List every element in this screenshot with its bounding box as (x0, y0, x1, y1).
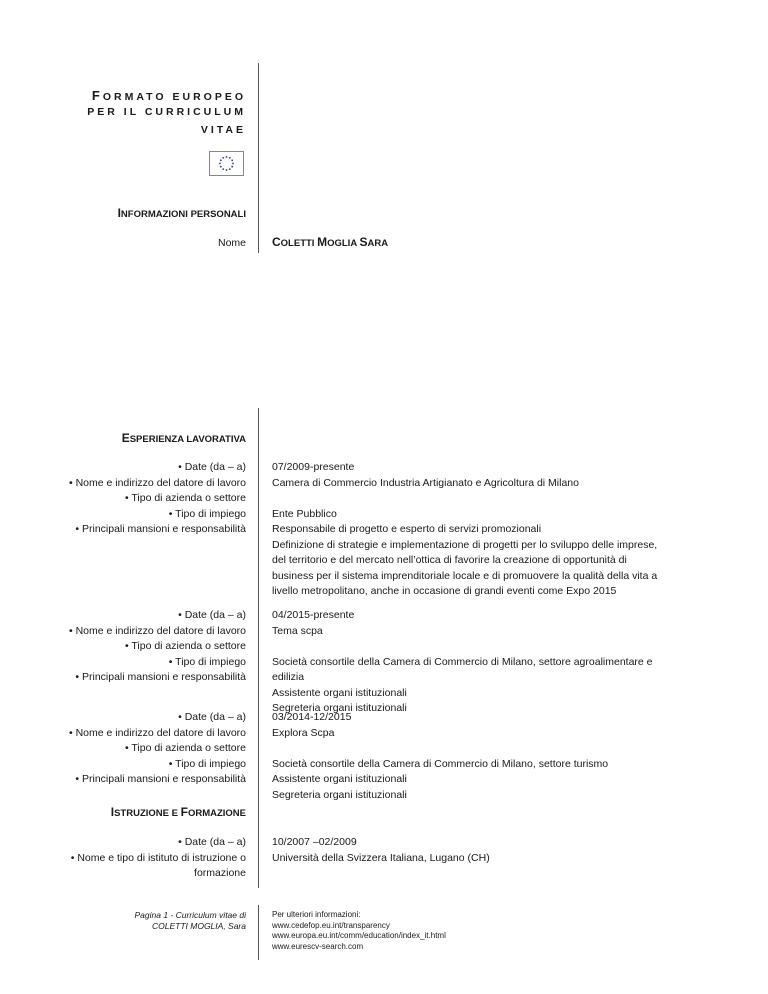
job1-duties-label: • Principali mansioni e responsabilità (75, 523, 246, 535)
job3-duties: Segreteria organi istituzionali (272, 788, 407, 801)
job2-employer: Tema scpa (272, 624, 323, 637)
job3-job-type: Assistente organi istituzionali (272, 773, 407, 785)
job3-employer-label: • Nome e indirizzo del datore di lavoro (68, 726, 246, 739)
education-date: 10/2007 –02/2009 (272, 836, 357, 848)
job2-date-label: • Date (da – a) (178, 609, 246, 621)
cv-title-line-2: PER IL CURRICULUM (87, 106, 246, 118)
job2-job-type: Assistente organi istituzionali (272, 686, 407, 699)
job3-job-type-label: • Tipo di impiego (168, 757, 246, 770)
name-label: Nome (217, 237, 246, 249)
education-labels (46, 835, 246, 882)
footer-page-info (135, 910, 247, 932)
footer-link-europa[interactable]: www.europa.eu.int/comm/education/index_it.html (272, 931, 446, 940)
work-experience-heading: ESPERIENZA LAVORATIVA (121, 431, 246, 445)
footer-links (272, 910, 446, 952)
name-value: COLETTI MOGLIA SARA (272, 235, 389, 249)
footer-link-eurescv[interactable]: www.eurescv-search.com (272, 941, 364, 951)
job1-employer-label: • Nome e indirizzo del datore di lavoro (68, 476, 246, 489)
job2-date: 04/2015-presente (272, 609, 355, 621)
job1-employer: Camera di Commercio Industria Artigianato e Agricoltura di Milano (272, 476, 579, 489)
education-institute: Università della Svizzera Italiana, Lugano (CH) (272, 851, 490, 864)
education-date-label: • Date (da – a) (178, 836, 246, 848)
job3-sector-label: • Tipo di azienda o settore (124, 742, 246, 754)
job3-date-label: • Date (da – a) (178, 711, 246, 723)
job3-duties-label: • Principali mansioni e responsabilità (75, 773, 246, 785)
job2-values (272, 608, 662, 717)
job3-sector: Società consortile della Camera di Commercio di Milano, settore turismo (272, 757, 609, 770)
cv-title-line-1: FORMATO EUROPEO (91, 88, 246, 103)
education-heading: ISTRUZIONE E FORMAZIONE (110, 805, 246, 819)
job3-date: 03/2014-12/2015 (272, 711, 352, 723)
column-divider-top (258, 63, 259, 253)
job2-employer-label: • Nome e indirizzo del datore di lavoro (68, 624, 246, 637)
job1-sector-label: • Tipo di azienda o settore (124, 492, 246, 504)
job1-date: 07/2009-presente (272, 461, 355, 473)
education-values (272, 835, 662, 866)
footer-page-label: Pagina 1 - Curriculum vitae di (134, 910, 246, 920)
job1-duties: Definizione di strategie e implementazione di progetti per lo sviluppo delle imprese, del territorio e del mercato nell’ottica di favorire la creazione di opportunità di business per il sistema imprenditoriale locale e di promuovere la qualità della vita a livello metropolitano, anche in occasione di grandi eventi come Expo 2015 (272, 538, 658, 597)
job3-values (272, 710, 662, 803)
footer-info-title: Per ulteriori informazioni: (272, 910, 361, 919)
personal-info-heading: INFORMAZIONI PERSONALI (117, 206, 246, 220)
job1-job-type: Responsabile di progetto e esperto di servizi promozionali (272, 523, 542, 535)
job3-labels (46, 710, 246, 788)
job3-employer: Explora Scpa (272, 726, 335, 739)
job1-job-type-label: • Tipo di impiego (168, 507, 246, 520)
job2-sector: Società consortile della Camera di Commercio di Milano, settore agroalimentare e edilizia (272, 655, 653, 683)
job2-duties: Segreteria organi istituzionali (272, 702, 407, 714)
job1-values (272, 460, 662, 600)
job2-labels (46, 608, 246, 686)
column-divider-footer (258, 905, 259, 960)
job2-job-type-label: • Tipo di impiego (168, 655, 246, 668)
cv-title-line-3: VITAE (200, 124, 246, 136)
column-divider-main (258, 408, 259, 888)
job2-duties-label: • Principali mansioni e responsabilità (75, 671, 246, 683)
job1-sector: Ente Pubblico (272, 507, 337, 520)
job1-date-label: • Date (da – a) (178, 461, 246, 473)
education-institute-label: • Nome e tipo di istituto di istruzione o formazione (70, 851, 246, 879)
job1-labels (46, 460, 246, 538)
job2-sector-label: • Tipo di azienda o settore (124, 640, 246, 652)
footer-person: COLETTI MOGLIA, Sara (152, 921, 246, 931)
footer-link-cedefop[interactable]: www.cedefop.eu.int/transparency (272, 920, 390, 930)
eu-flag-icon (209, 151, 244, 176)
